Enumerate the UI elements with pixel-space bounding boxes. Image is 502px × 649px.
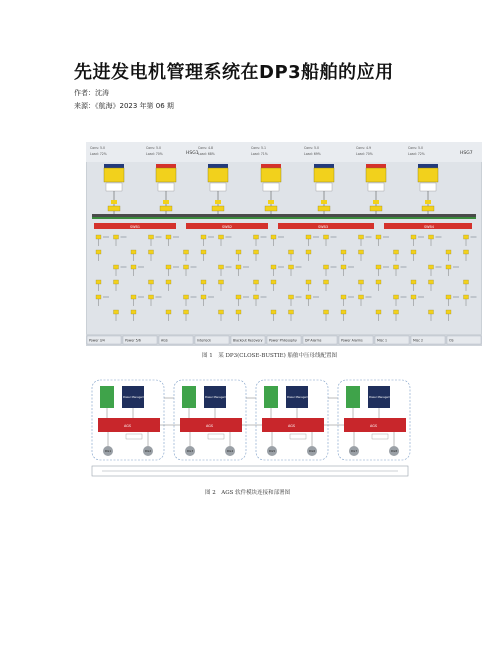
ags-label: AGS [124, 424, 132, 428]
dg-label: DG2 [145, 449, 152, 454]
bus-label-swb2: SWB2 [222, 225, 232, 229]
figure1-switchboard-diagram [86, 142, 482, 346]
svg-text:Load: 68%: Load: 68% [198, 152, 215, 156]
figure1-tab-label: Misc 2 [413, 338, 424, 343]
bus-label-swb4: SWB4 [424, 225, 434, 229]
figure1-tab-label: Power 5/6 [125, 338, 141, 343]
bus-label-swb1: SWB1 [130, 225, 140, 229]
svg-text:Cons: 4.9: Cons: 4.9 [356, 146, 372, 150]
svg-text:Load: 72%: Load: 72% [408, 152, 425, 156]
svg-text:Load: 72%: Load: 72% [90, 152, 107, 156]
power-management-label: Power Management [369, 396, 395, 399]
figure1-tab-label: Interlock [197, 338, 211, 343]
power-management-label: Power Management [287, 396, 313, 399]
dg-label: DG6 [309, 449, 316, 454]
dg-label: DG4 [227, 449, 234, 454]
dg-label: DG5 [269, 449, 276, 454]
bus-label-swb3: SWB3 [318, 225, 328, 229]
figure1-tab-label: Power Philosophy [269, 338, 297, 343]
svg-text:Cons: 5.1: Cons: 5.1 [251, 146, 267, 150]
svg-text:Load: 70%: Load: 70% [146, 152, 163, 156]
figure1-tab-label: OS [449, 338, 454, 343]
power-management-label: Power Management [123, 396, 149, 399]
figure1-tab-label: DP Alarms [305, 338, 322, 343]
svg-text:Load: 69%: Load: 69% [304, 152, 321, 156]
svg-text:Cons: 5.0: Cons: 5.0 [146, 146, 162, 150]
article-title: 先进发电机管理系统在DP3船舶的应用 [74, 62, 394, 83]
power-management-label: Power Management [205, 396, 231, 399]
figure1-tab-label: Power Alarms [341, 338, 363, 343]
dg-label: DG3 [187, 449, 194, 454]
ags-label: AGS [288, 424, 296, 428]
svg-text:Load: 71%: Load: 71% [251, 152, 268, 156]
figure1-tab-label: Misc 1 [377, 338, 388, 343]
svg-text:Cons: 5.0: Cons: 5.0 [90, 146, 106, 150]
gen-label-hsg1: HSG1 [186, 151, 199, 156]
figure2-ags-diagram [88, 378, 412, 482]
svg-text:Cons: 5.0: Cons: 5.0 [304, 146, 320, 150]
ags-label: AGS [370, 424, 378, 428]
figure1-tab-label: Power 3/4 [89, 338, 105, 343]
dg-label: DG8 [391, 449, 398, 454]
figure2-caption: 图 2 AGS 软件模块连接和部署图 [205, 490, 291, 496]
author-line: 作者：沈涛 [74, 89, 109, 97]
svg-text:Load: 70%: Load: 70% [356, 152, 373, 156]
gen-label-hsg7: HSG7 [460, 151, 473, 156]
svg-text:Cons: 4.8: Cons: 4.8 [198, 146, 214, 150]
dg-label: DG1 [105, 449, 112, 454]
figure1-tab-label: Blackout Recovery [233, 338, 263, 343]
dg-label: DG7 [351, 449, 358, 454]
figure1-tab-label: AGS [161, 338, 168, 343]
ags-label: AGS [206, 424, 214, 428]
figure1-caption: 图 1 某 DP3(CLOSE-BUSTIE) 船舶中压母线配置图 [202, 353, 338, 359]
source-line: 来源：《航海》2023 年第 06 期 [74, 102, 174, 110]
svg-text:Cons: 5.0: Cons: 5.0 [408, 146, 424, 150]
